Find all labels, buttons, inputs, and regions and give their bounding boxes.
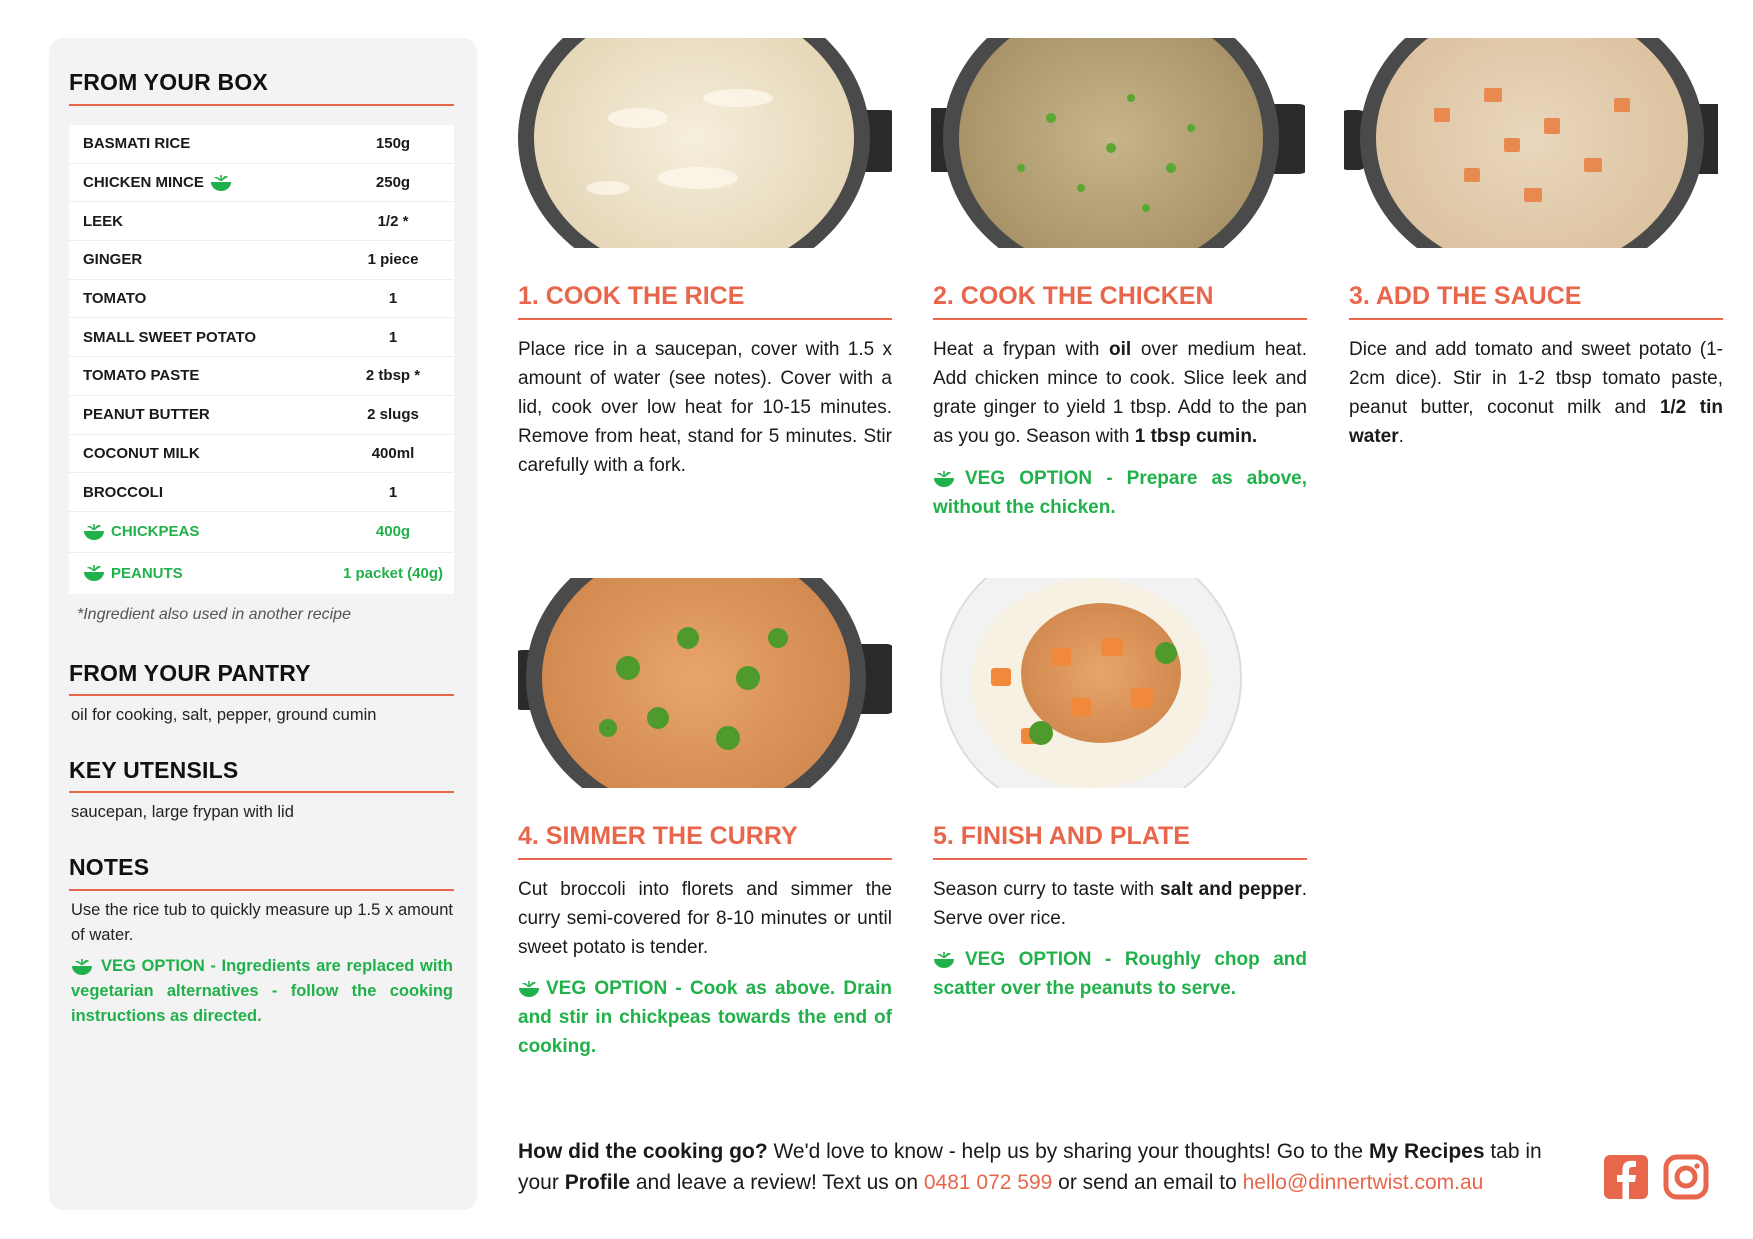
ingredient-row — [69, 202, 454, 241]
step-2-photo — [931, 38, 1305, 248]
feedback-message — [518, 1136, 1573, 1198]
step-3-text: . — [1398, 426, 1404, 447]
ingredient-name: BROCCOLI — [83, 483, 163, 501]
ingredient-row-veg — [69, 553, 454, 594]
step-2-bold: oil — [1109, 339, 1132, 360]
step-2-veg-text: VEG OPTION - Prepare as above, without the chicken. — [933, 468, 1307, 518]
pantry-text: oil for cooking, salt, pepper, ground cumin — [71, 706, 377, 724]
step-divider — [518, 858, 892, 860]
ingredient-qty: 1 piece — [367, 251, 419, 269]
ingredient-row — [69, 396, 454, 435]
veg-bowl-icon — [933, 950, 955, 970]
step-4-veg-option — [518, 974, 892, 1061]
veg-bowl-icon — [83, 563, 105, 583]
ingredient-name: SMALL SWEET POTATO — [83, 328, 257, 346]
section-divider — [69, 694, 454, 696]
step-5-title: 5. FINISH AND PLATE — [933, 822, 1190, 850]
veg-bowl-icon — [210, 173, 232, 193]
step-2-bold: 1 tbsp cumin. — [1134, 426, 1258, 447]
ingredient-row — [69, 473, 454, 512]
ingredient-qty: 2 slugs — [367, 406, 419, 424]
ingredient-row — [69, 318, 454, 357]
ingredient-row — [69, 241, 454, 280]
step-2-body — [933, 335, 1307, 451]
step-3-title: 3. ADD THE SAUCE — [1349, 282, 1582, 310]
ingredient-qty: 400g — [375, 523, 411, 541]
facebook-icon[interactable] — [1602, 1153, 1650, 1201]
sidebar-panel — [49, 38, 477, 1210]
ingredient-row-veg — [69, 512, 454, 553]
ingredient-label: PEANUTS — [111, 564, 183, 582]
step-divider — [1349, 318, 1723, 320]
feedback-text: We'd love to know - help us by sharing your thoughts! Go to the — [767, 1140, 1369, 1163]
ingredient-qty: 1/2 * — [377, 212, 409, 230]
feedback-text: or send an email to — [1052, 1171, 1243, 1194]
ingredient-name: TOMATO PASTE — [83, 367, 200, 385]
ingredient-name: GINGER — [83, 251, 143, 269]
phone-link[interactable]: 0481 072 599 — [923, 1171, 1053, 1194]
step-4-veg-text: VEG OPTION - Cook as above. Drain and stir in chickpeas towards the end of cooking. — [518, 978, 892, 1057]
step-2-title: 2. COOK THE CHICKEN — [933, 282, 1214, 310]
ingredient-name — [83, 173, 333, 193]
step-4-photo — [518, 578, 892, 788]
my-recipes-label: My Recipes — [1368, 1140, 1485, 1163]
ingredient-name: TOMATO — [83, 290, 147, 308]
ingredient-row — [69, 125, 454, 164]
ingredient-qty: 1 — [388, 483, 398, 501]
notes-veg-text: VEG OPTION - Ingredients are replaced with vegetarian alternatives - follow the cooking instructions as directed. — [71, 957, 453, 1025]
step-4-body: Cut broccoli into florets and simmer the curry semi-covered for 8-10 minutes or until sweet potato is tender. — [518, 879, 892, 958]
ingredient-name: LEEK — [83, 212, 124, 230]
step-5-photo — [931, 578, 1305, 788]
ingredient-name: PEANUT BUTTER — [83, 406, 210, 424]
ingredient-qty: 1 — [388, 328, 398, 346]
profile-label: Profile — [564, 1171, 631, 1194]
step-divider — [518, 318, 892, 320]
ingredient-label: CHICKEN MINCE — [83, 174, 204, 192]
section-divider — [69, 791, 454, 793]
veg-bowl-icon — [71, 957, 93, 977]
ingredient-footnote: *Ingredient also used in another recipe — [77, 606, 351, 623]
ingredient-name: COCONUT MILK — [83, 444, 200, 462]
step-3-bold: 1/2 tin water — [1349, 397, 1724, 447]
ingredient-qty: 400ml — [371, 444, 415, 462]
step-1-body: Place rice in a saucepan, cover with 1.5 x amount of water (see notes). Cover with a lid, cook over low heat for 10-15 minutes. Remove from heat, stand for 5 minutes. Stir carefully with a fork. — [518, 339, 892, 476]
step-5-veg-text: VEG OPTION - Roughly chop and scatter over the peanuts to serve. — [933, 949, 1307, 999]
utensils-text: saucepan, large frypan with lid — [71, 803, 294, 821]
ingredient-name — [83, 522, 333, 542]
veg-bowl-icon — [933, 469, 955, 489]
feedback-question: How did the cooking go? — [518, 1140, 768, 1163]
ingredient-qty: 1 — [388, 290, 398, 308]
ingredient-label: CHICKPEAS — [111, 523, 200, 541]
ingredient-name: BASMATI RICE — [83, 135, 191, 153]
ingredient-qty: 250g — [375, 174, 411, 192]
step-2-text: Heat a frypan with — [933, 339, 1109, 360]
step-2-text: over medium heat. Add chicken mince to cook. Slice leek and grate ginger to yield 1 tbsp. Add to the pan as you go. Season with — [933, 339, 1307, 447]
notes-veg-option — [71, 954, 453, 1029]
step-3-photo — [1344, 38, 1718, 248]
ingredient-qty: 150g — [375, 135, 411, 153]
ingredient-name — [83, 563, 333, 583]
step-5-text: Season curry to taste with — [933, 879, 1161, 900]
veg-bowl-icon — [83, 522, 105, 542]
notes-title: NOTES — [69, 854, 150, 880]
step-5-veg-option — [933, 945, 1307, 1003]
from-box-title: FROM YOUR BOX — [69, 69, 268, 95]
ingredient-row — [69, 357, 454, 396]
ingredient-qty: 2 tbsp * — [365, 367, 421, 385]
ingredient-row — [69, 280, 454, 319]
instagram-icon[interactable] — [1662, 1153, 1710, 1201]
ingredient-qty: 1 packet (40g) — [342, 564, 444, 582]
email-link[interactable]: hello@dinnertwist.com.au — [1242, 1171, 1484, 1194]
ingredient-row — [69, 435, 454, 474]
step-5-body — [933, 875, 1307, 933]
pantry-title: FROM YOUR PANTRY — [69, 660, 311, 686]
section-divider — [69, 104, 454, 106]
section-divider — [69, 889, 454, 891]
step-divider — [933, 318, 1307, 320]
step-3-body — [1349, 335, 1723, 451]
ingredient-table — [69, 125, 454, 594]
utensils-title: KEY UTENSILS — [69, 757, 239, 783]
step-1-title: 1. COOK THE RICE — [518, 282, 745, 310]
ingredient-row — [69, 164, 454, 203]
feedback-text: tab in your — [518, 1140, 1542, 1194]
step-4-title: 4. SIMMER THE CURRY — [518, 822, 798, 850]
step-5-bold: salt and pepper — [1160, 879, 1302, 900]
step-5-text: . Serve over rice. — [933, 879, 1307, 929]
step-1-photo — [518, 38, 892, 248]
step-2-veg-option — [933, 464, 1307, 522]
feedback-text: and leave a review! Text us on — [630, 1171, 924, 1194]
step-3-text: Dice and add tomato and sweet potato (1-2cm dice). Stir in 1-2 tbsp tomato paste, peanut butter, coconut milk and — [1349, 339, 1723, 418]
step-divider — [933, 858, 1307, 860]
notes-text: Use the rice tub to quickly measure up 1.5 x amount of water. — [71, 901, 453, 944]
veg-bowl-icon — [518, 979, 540, 999]
